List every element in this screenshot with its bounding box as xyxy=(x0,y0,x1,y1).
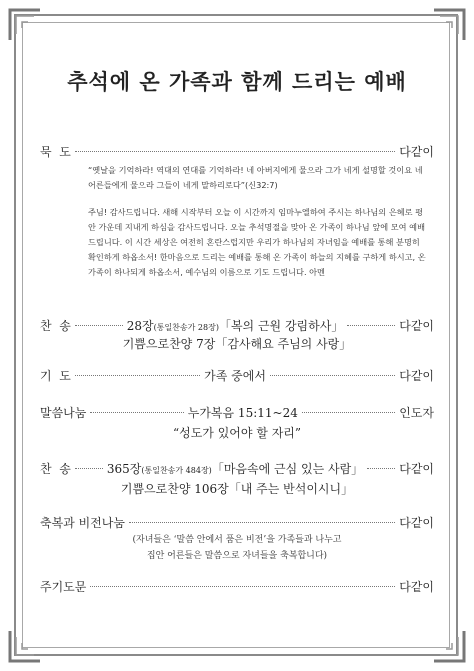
prayer-by: 가족 중에서 xyxy=(204,368,266,383)
item-label: 찬 송 xyxy=(40,318,71,333)
hymn-name: 「마음속에 근심 있는 사람」 xyxy=(211,461,364,476)
praise-song: 기쁨으로찬양 106장「내 주는 반석이시니」 xyxy=(120,482,354,496)
sermon-title: “성도가 있어야 할 자리” xyxy=(172,426,302,440)
hymn-title xyxy=(107,460,363,477)
item-label: 말씀나눔 xyxy=(40,405,87,420)
order-item-sermon xyxy=(40,403,434,421)
corner-ornament-icon xyxy=(432,629,466,663)
item-leader: 다같이 xyxy=(399,579,434,594)
dotted-leader xyxy=(302,412,395,413)
praise-song: 기쁨으로찬양 7장「감사해요 주님의 사랑」 xyxy=(122,337,352,351)
item-leader: 다같이 xyxy=(399,515,434,530)
dotted-leader xyxy=(75,151,395,152)
hymn-number: 365장 xyxy=(106,461,142,476)
item-label: 찬 송 xyxy=(40,461,71,476)
order-item-blessing xyxy=(40,513,434,531)
hymn-title xyxy=(127,317,344,334)
order-item-silent-prayer xyxy=(40,142,434,160)
order-item-lords-prayer xyxy=(40,577,434,595)
dotted-leader xyxy=(75,325,123,326)
corner-ornament-icon xyxy=(8,629,42,663)
hymn-old-number: (통일찬송가 28장) xyxy=(153,322,219,332)
page-title: 추석에 온 가족과 함께 드리는 예배 xyxy=(67,69,407,94)
corner-ornament-icon xyxy=(8,8,42,42)
hymn-name: 「복의 근원 강림하사」 xyxy=(218,318,344,333)
dotted-leader xyxy=(75,468,103,469)
dotted-leader xyxy=(129,522,395,523)
hymn-number: 28장 xyxy=(126,318,154,333)
dotted-leader xyxy=(270,375,395,376)
scripture-reference: 누가복음 15:11~24 xyxy=(187,405,298,420)
order-item-hymn-2 xyxy=(40,459,434,477)
item-label: 주기도문 xyxy=(40,579,87,594)
item-leader: 인도자 xyxy=(399,405,434,420)
item-label: 축복과 비전나눔 xyxy=(40,515,125,530)
item-leader: 다같이 xyxy=(399,318,435,333)
dotted-leader xyxy=(90,412,183,413)
item-leader: 다같이 xyxy=(399,144,434,159)
item-leader: 다같이 xyxy=(399,368,435,383)
order-item-hymn-1 xyxy=(40,316,434,334)
scripture-verse: “옛날을 기억하라! 역대의 연대를 기억하라! 네 아버지에게 물으라 그가 네게 설명할 것이요 네 어른들에게 물으라 그들이 네게 말하리로다”(신32:7) xyxy=(88,165,423,190)
opening-prayer-text: 주님! 감사드립니다. 새해 시작부터 오늘 이 시간까지 임마누엘하여 주시는 하나님의 은혜로 평안 가운데 지내게 하심을 감사드립니다. 오늘 추석명절을 맞아 온 가족이 하나님 앞에 모여 예배드립니다. 이 시간 세상은 여전히 혼란스럽지만 우리가 하나님의 자녀임을 예배를 통해 분명히 확인하게 하옵소서! 한마음으로 드리는 예배를 통해 온 가족이 하늘의 지혜를 구하게 하시고, 온 가족이 하나되게 하옵소서, 예수님의 이름으로 기도 드립니다. 아멘 xyxy=(88,207,426,277)
blessing-note-line-1: (자녀들은 ‘말씀 안에서 품은 비전’을 가족들과 나누고 xyxy=(132,535,342,545)
dotted-leader xyxy=(75,375,200,376)
blessing-note-line-2: 집안 어른들은 말씀으로 자녀들을 축복합니다) xyxy=(146,551,328,561)
order-item-prayer xyxy=(40,366,434,384)
corner-ornament-icon xyxy=(432,8,466,42)
dotted-leader xyxy=(367,468,395,469)
hymn-old-number: (통일찬송가 484장) xyxy=(141,465,212,475)
item-label: 기 도 xyxy=(40,368,71,383)
dotted-leader xyxy=(347,325,395,326)
item-leader: 다같이 xyxy=(399,461,435,476)
item-label: 묵 도 xyxy=(40,144,71,159)
dotted-leader xyxy=(90,586,395,587)
